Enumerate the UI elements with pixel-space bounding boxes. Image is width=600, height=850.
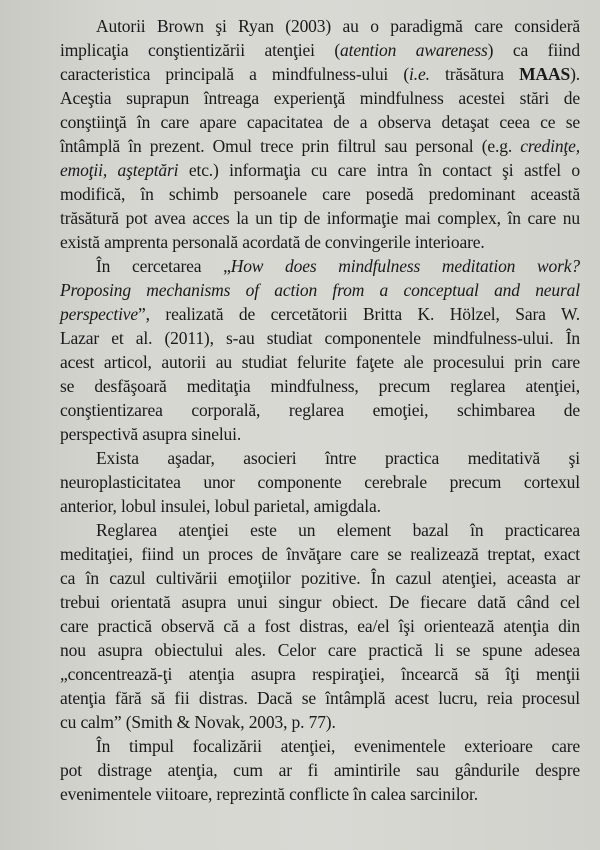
paragraph-holzel-study: [60, 254, 580, 446]
bold-text-run: MAAS: [519, 64, 571, 84]
text-line: [60, 566, 580, 590]
text-run: care practică observă că a fost distras, ea/el îşi orientează atenţia din: [60, 616, 580, 636]
text-run: perspectivă asupra sinelui.: [60, 424, 242, 444]
text-line: [60, 782, 580, 806]
text-line: [60, 422, 580, 446]
text-line: [60, 398, 580, 422]
text-run: Autorii Brown şi Ryan (2003) au o paradigmă care consideră: [96, 16, 580, 36]
italic-text-run: perspective: [60, 304, 139, 324]
text-run: conştientizarea corporală, reglarea emoţiei, schimbarea de: [60, 400, 580, 420]
text-run: conştiinţă în care apare capacitatea de a observa detaşat ceea ce se: [60, 112, 580, 132]
text-line: [60, 374, 580, 398]
text-run: există amprenta personală acordată de convingerile interioare.: [60, 232, 485, 252]
italic-text-run: emoţii, aşteptări: [60, 160, 179, 180]
text-line: [60, 758, 580, 782]
text-run: caracteristica principală a mindfulness-ului (: [60, 64, 410, 84]
text-line: [60, 206, 580, 230]
text-line: [60, 134, 580, 158]
text-run: trăsătură pot avea acces la un tip de informaţie mai complex, în care nu: [60, 208, 580, 228]
paragraph-attention-regulation: [60, 518, 580, 734]
text-run: ) ca fiind: [487, 40, 580, 60]
italic-text-run: atention awareness: [340, 40, 488, 60]
text-line: [60, 110, 580, 134]
paragraph-brown-ryan: [60, 14, 580, 254]
text-run: se desfăşoară meditaţia mindfulness, precum reglarea atenţiei,: [60, 376, 580, 396]
text-line: [60, 86, 580, 110]
text-run: ).: [570, 64, 580, 84]
text-run: În cercetarea „: [96, 256, 231, 276]
text-line: [60, 38, 580, 62]
text-run: trebui orientată asupra unui singur obiect. De fiecare dată când cel: [60, 592, 580, 612]
text-run: modifică, în schimb persoanele care posedă predominant această: [60, 184, 580, 204]
text-run: cu calm” (Smith & Novak, 2003, p. 77).: [60, 712, 336, 732]
text-run: anterior, lobul insulei, lobul parietal, amigdala.: [60, 496, 381, 516]
text-run: trăsătura: [429, 64, 520, 84]
italic-text-run: How does mindfulness meditation work?: [230, 256, 580, 276]
text-run: acest articol, autorii au studiat felurite faţete ale procesului prin care: [60, 352, 580, 372]
text-line: [60, 254, 580, 278]
text-line: [60, 590, 580, 614]
text-line: [60, 638, 580, 662]
text-run: etc.) informaţia cu care intra în contact şi astfel o: [178, 160, 581, 180]
italic-text-run: credinţe,: [520, 136, 580, 156]
text-run: „concentrează-ţi atenţia asupra respiraţiei, încearcă să îţi menţii: [60, 664, 580, 684]
text-line: [60, 14, 580, 38]
text-line: [60, 710, 580, 734]
text-line: [60, 686, 580, 710]
text-run: nou asupra obiectului ales. Celor care practică li se spune adesea: [60, 640, 580, 660]
italic-text-run: i.e.: [409, 64, 430, 84]
text-run: Reglarea atenţiei este un element bazal în practicarea: [96, 520, 580, 540]
text-line: [60, 278, 580, 302]
text-line: [60, 158, 580, 182]
text-line: [60, 302, 580, 326]
text-run: Aceştia suprapun întreaga experienţă mindfulness acestei stări de: [60, 88, 580, 108]
text-run: Lazar et al. (2011), s-au studiat componentele mindfulness-ului. În: [60, 328, 580, 348]
paragraph-attention-focus: [60, 734, 580, 806]
text-run: pot distrage atenţia, cum ar fi amintirile sau gândurile despre: [60, 760, 580, 780]
text-run: implicaţia conştientizării atenţiei (: [60, 40, 341, 60]
text-run: ”, realizată de cercetătorii Britta K. Hölzel, Sara W.: [138, 304, 580, 324]
text-line: [60, 230, 580, 254]
text-line: [60, 542, 580, 566]
text-run: ca în cazul cultivării emoţiilor pozitive. În cazul atenţiei, aceasta ar: [60, 568, 580, 588]
text-line: [60, 614, 580, 638]
text-line: [60, 62, 580, 86]
text-run: În timpul focalizării atenţiei, evenimentele exterioare care: [96, 736, 580, 756]
text-run: Exista aşadar, asocieri între practica meditativă şi: [96, 448, 580, 468]
text-run: întâmplă în prezent. Omul trece prin filtrul sau personal (e.g.: [60, 136, 521, 156]
text-line: [60, 518, 580, 542]
text-line: [60, 326, 580, 350]
text-run: neuroplasticitatea unor componente cerebrale precum cortexul: [60, 472, 580, 492]
text-run: evenimentele viitoare, reprezintă conflicte în calea sarcinilor.: [60, 784, 478, 804]
text-line: [60, 470, 580, 494]
text-line: [60, 734, 580, 758]
paragraph-neuroplasticity: [60, 446, 580, 518]
text-line: [60, 350, 580, 374]
text-run: atenţia fără să fii distras. Dacă se întâmplă acest lucru, reia procesul: [60, 688, 580, 708]
text-line: [60, 182, 580, 206]
text-run: meditaţiei, fiind un proces de învăţare care se realizează treptat, exact: [60, 544, 580, 564]
italic-text-run: Proposing mechanisms of action from a conceptual and neural: [60, 280, 580, 300]
text-line: [60, 662, 580, 686]
text-line: [60, 446, 580, 470]
text-line: [60, 494, 580, 518]
